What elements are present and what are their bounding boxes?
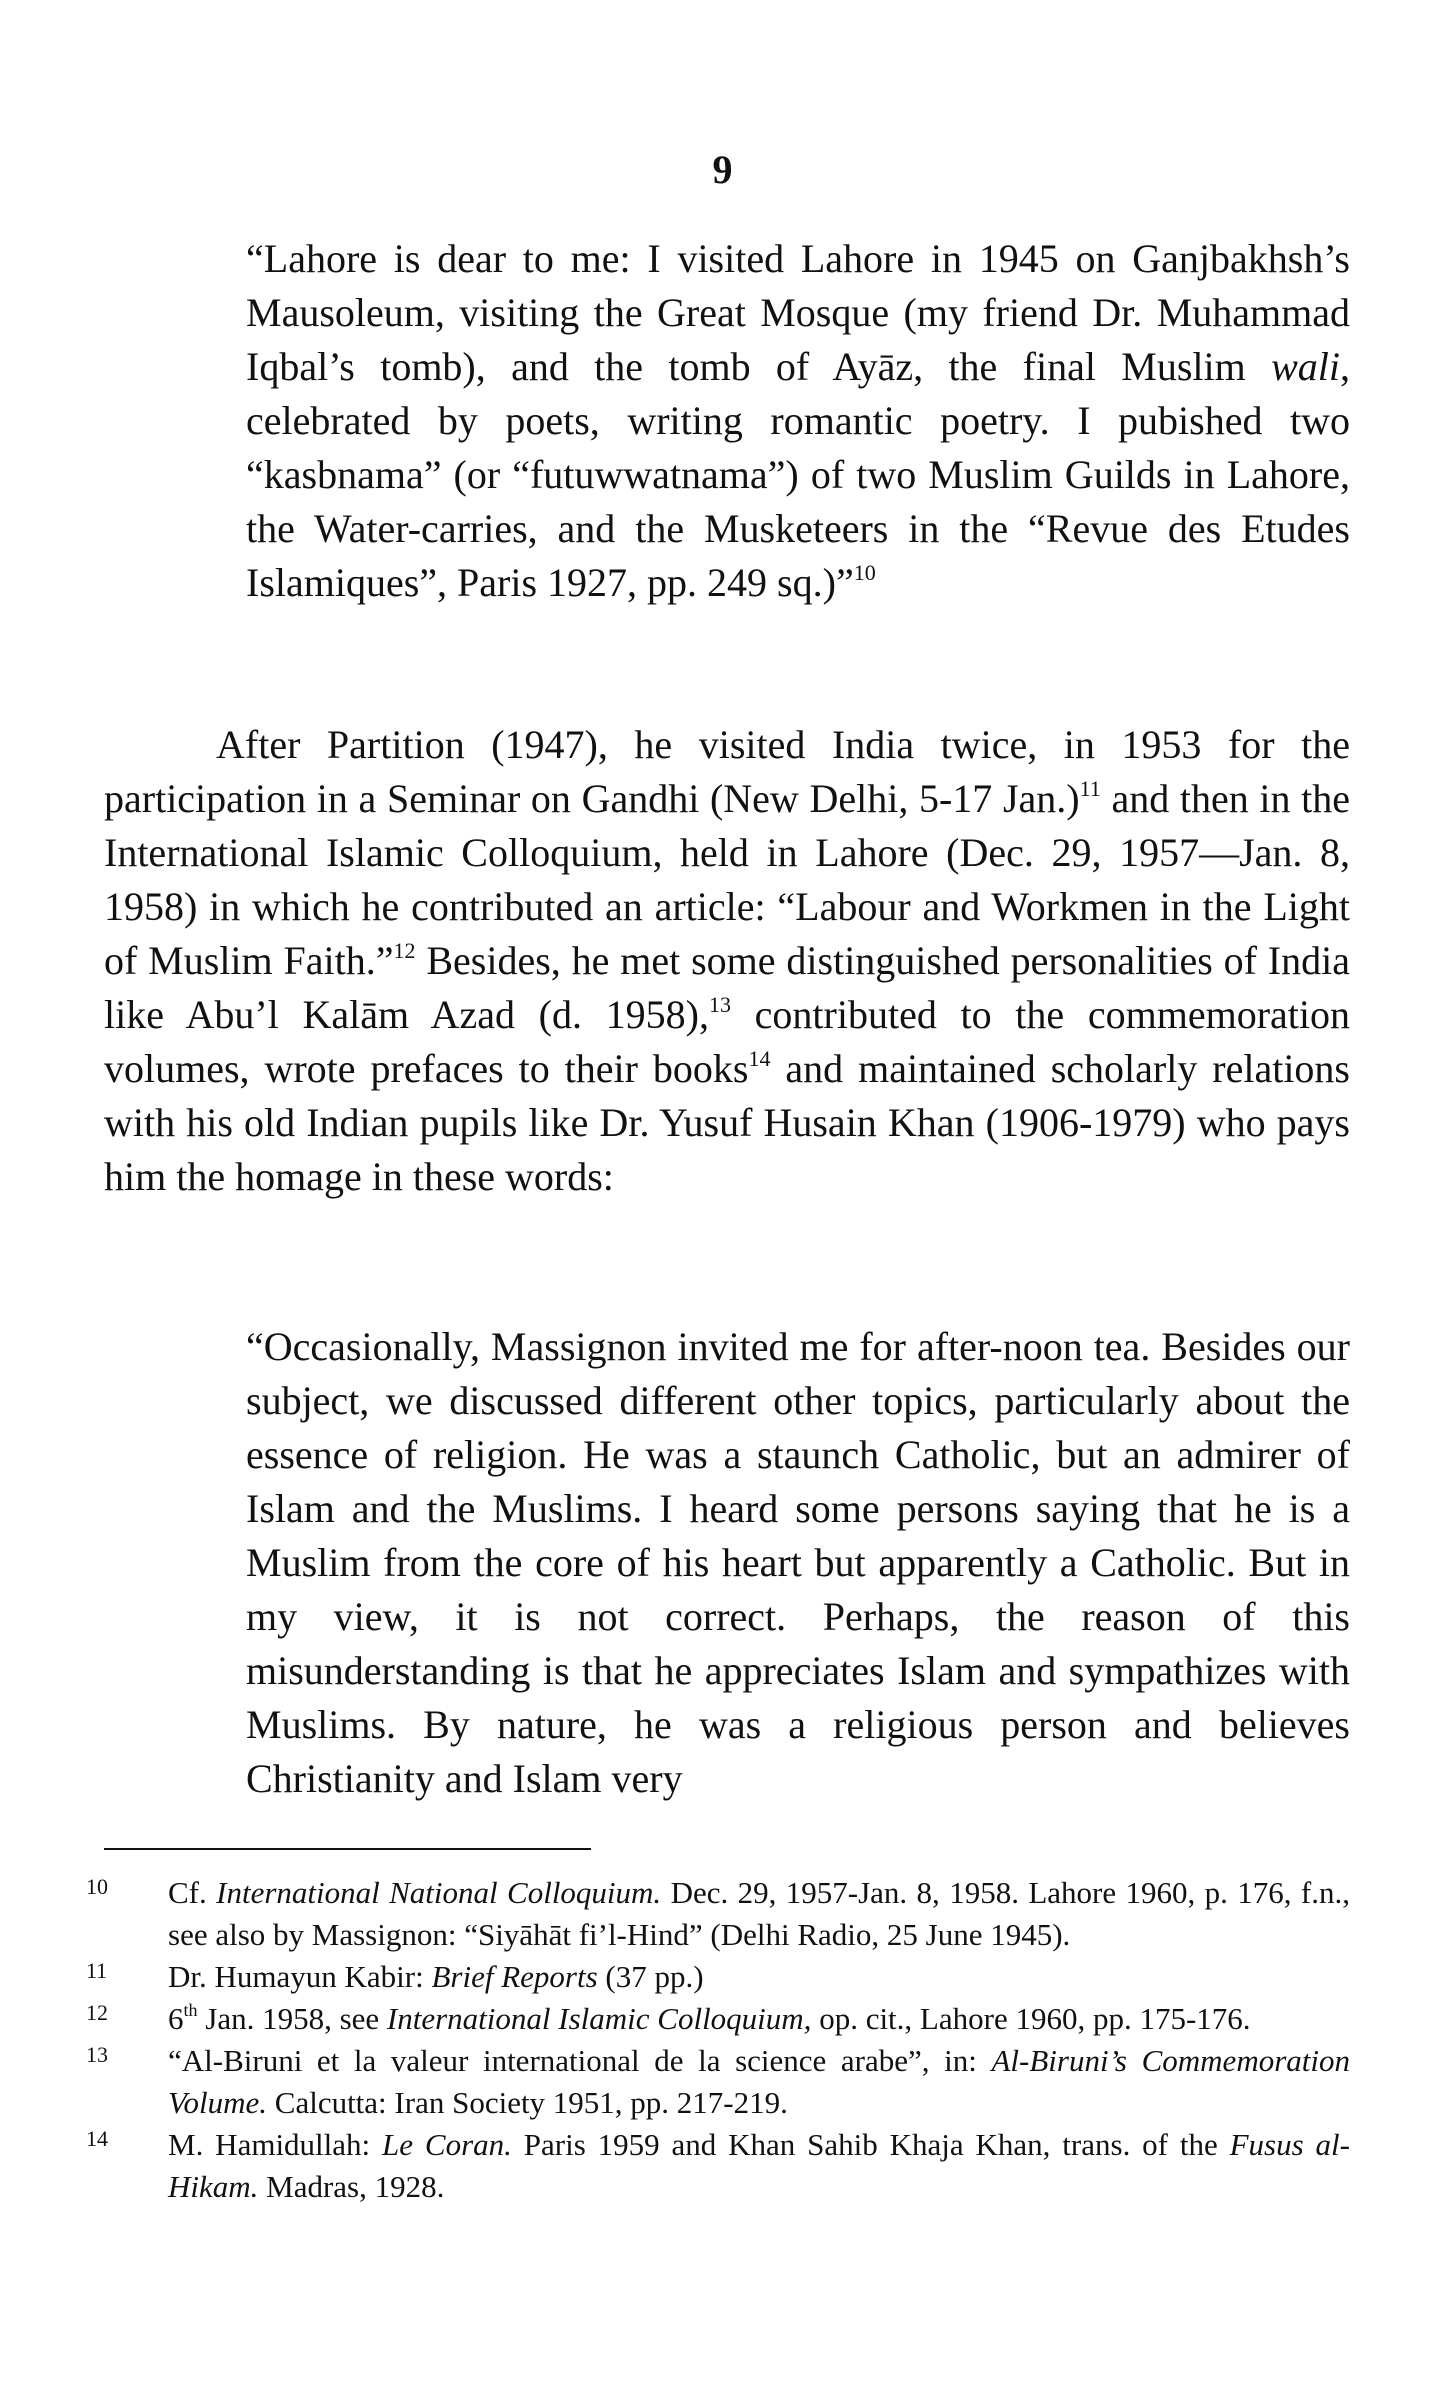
page-number: 9 bbox=[712, 147, 733, 192]
footnote-11 bbox=[86, 1956, 1350, 1998]
footnote-ref-12[interactable]: 12 bbox=[393, 938, 416, 963]
footnote-number: 10 bbox=[86, 1874, 108, 1899]
footnote-text: “Al-Biruni et la valeur international de la science arabe”, in: Al-Biruni’s Commemoration Volume. Calcutta: Iran Society 1951, pp. 217-219. bbox=[168, 2043, 1350, 2120]
footnote-14 bbox=[86, 2124, 1350, 2208]
footnote-number: 13 bbox=[86, 2042, 108, 2067]
quote-yusuf-husain-khan: “Occasionally, Massignon invited me for after-noon tea. Besides our subject, we discussed different other topics, particularly about the essence of religion. He was a staunch Catholic, but an admirer of Islam and the Muslims. I heard some persons saying that he is a Muslim from the core of his heart but apparently a Catholic. But in my view, it is not correct. Perhaps, the reason of this misunderstanding is that he appreciates Islam and sympathizes with Muslims. By nature, he was a religious person and believes Christianity and Islam very bbox=[246, 1324, 1350, 1801]
footnote-13 bbox=[86, 2040, 1350, 2124]
footnote-ref-13[interactable]: 13 bbox=[708, 992, 731, 1017]
footnote-text: 6th Jan. 1958, see International Islamic Colloquium, op. cit., Lahore 1960, pp. 175-176. bbox=[168, 2000, 1251, 2036]
footnote-number: 11 bbox=[86, 1958, 108, 1983]
footnotes bbox=[86, 1872, 1350, 2208]
footnote-text: M. Hamidullah: Le Coran. Paris 1959 and Khan Sahib Khaja Khan, trans. of the Fusus al-Hikam. Madras, 1928. bbox=[168, 2127, 1350, 2204]
footnote-10 bbox=[86, 1872, 1350, 1956]
footnote-number: 12 bbox=[86, 2000, 108, 2025]
footnote-text: Dr. Humayun Kabir: Brief Reports (37 pp.) bbox=[168, 1959, 704, 1994]
footnote-divider bbox=[104, 1848, 591, 1850]
footnote-ref-11[interactable]: 11 bbox=[1079, 776, 1101, 801]
footnote-number: 14 bbox=[86, 2126, 108, 2151]
footnote-ref-14[interactable]: 14 bbox=[748, 1046, 771, 1071]
body-paragraph: After Partition (1947), he visited India twice, in 1953 for the participation in a Seminar on Gandhi (New Delhi, 5-17 Jan.)$^{11}$ and then in the International Islamic Colloquium, held in Lahore (Dec. 29, 1957—Jan. 8, 1958) in which he contributed an article: “Labour and Workmen in the Light of Muslim Faith.”$^{12}$ Besides, he met some distinguished personalities of India like Abu’l Kalām Azad (d. 1958),$^{13}$ contributed to the commemoration volumes, wrote prefaces to their books$^{14}$ and maintained scholarly relations with his old Indian pupils like Dr. Yusuf Husain Khan (1906-1979) who pays him the homage in these words: bbox=[104, 722, 1351, 1199]
footnote-ref-10[interactable]: 10 bbox=[853, 560, 876, 585]
footnote-text: Cf. International National Colloquium. Dec. 29, 1957-Jan. 8, 1958. Lahore 1960, p. 176, f.n., see also by Massignon: “Siyāhāt fi’l-Hind” (Delhi Radio, 25 June 1945). bbox=[168, 1875, 1350, 1952]
quote-lahore: “Lahore is dear to me: I visited Lahore in 1945 on Ganjbakhsh’s Mausoleum, visiting the Great Mosque (my friend Dr. Muhammad Iqbal’s tomb), and the tomb of Ayāz, the final Muslim wali, celebrated by poets, writing romantic poetry. I pubished two “kasbnama” (or “futuwwatnama”) of two Muslim Guilds in Lahore, the Water-carries, and the Musketeers in the “Revue des Etudes Islamiques”, Paris 1927, pp. 249 sq.)”$^{10}$ bbox=[246, 236, 1350, 605]
footnote-12 bbox=[86, 1998, 1350, 2040]
